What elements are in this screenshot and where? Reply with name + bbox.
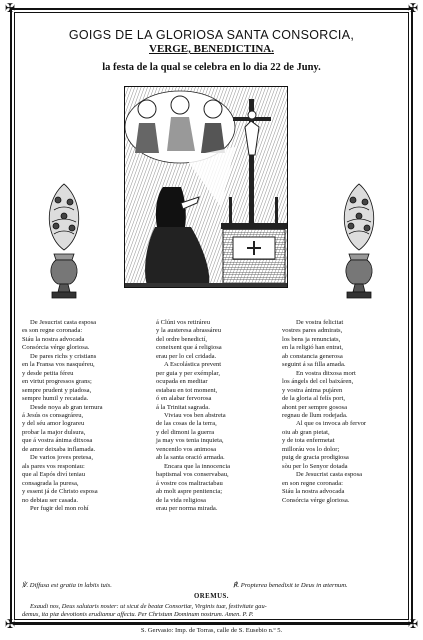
verse-line: los bens ja renunciats, <box>282 335 341 343</box>
verse-line: A Escolástica prevent <box>164 361 222 369</box>
verse-line: á la Trinitat sagrada. <box>156 403 210 411</box>
verse-line: y vostra ánima pujáren <box>282 386 343 394</box>
closing-prayer <box>22 603 402 620</box>
footer-divider <box>14 624 409 625</box>
verse-line: y del dimoni la guerra <box>156 428 215 436</box>
verse-line: es son regne coronada: <box>22 327 83 335</box>
verse-line: milloráu vos lo dolor; <box>282 445 340 453</box>
corner-ornament-icon: ✠ <box>4 617 16 631</box>
verse-line: Consórcia vérge gloriosa. <box>282 496 350 504</box>
verse-line: probar la major dulsura, <box>22 428 86 436</box>
verse-line: y de tota enfermetat <box>282 437 335 445</box>
verse-line: erau per norma mirada. <box>156 504 218 512</box>
verse-line: del ordre benedictí, <box>156 335 208 343</box>
verse-line: sempre humil y recatada. <box>22 395 89 403</box>
corner-ornament-icon: ✠ <box>407 1 419 15</box>
corner-ornament-icon: ✠ <box>407 617 419 631</box>
verse-line: erau per lo cel cridada. <box>156 352 217 360</box>
verse-line: ahont per sempre gososa <box>282 403 348 411</box>
page-subtitle: VERGE, BENEDICTINA. <box>149 43 274 55</box>
page-title: GOIGS DE LA GLORIOSA SANTA CONSORCIA, <box>68 28 355 42</box>
verse-line: que á vostra ánima ditxosa <box>22 437 93 445</box>
verse-line: vostres pares admirats, <box>282 327 343 335</box>
verse-line: estabau en tot moment, <box>156 386 218 394</box>
verse-line: que al Espós diví teniau <box>22 471 85 479</box>
verse-column-3 <box>282 319 407 505</box>
verse-line: baptismal vos conservabau, <box>156 471 229 479</box>
verse-line: á vostre cos maltractabau <box>156 479 223 487</box>
verse-line: Siáu la nostra advocada <box>22 335 85 343</box>
verse-line: per guia y per exémplar, <box>156 369 220 377</box>
verse-line: no debiau ser casada. <box>22 496 79 504</box>
verse-line: ab constancia generosa <box>282 352 343 360</box>
verse-line: y la austeresa abrassáreu <box>156 327 221 335</box>
verse-line: ocupada en meditar <box>156 378 208 386</box>
verse-line: ja may vos tenia inquieta, <box>156 437 224 445</box>
hymn-verses <box>20 319 405 519</box>
verse-line: als pares vos responiau: <box>22 462 85 470</box>
verse-line: De vostra felicitat <box>296 319 344 326</box>
verse-line: seguint á sa filla amada. <box>282 361 346 369</box>
verse-line: Per fugir del mon rohí <box>30 504 89 512</box>
verse-line: ó en alabar fervorosa <box>156 395 212 403</box>
corner-ornament-icon: ✠ <box>4 1 16 15</box>
verse-line: sòu per lo Senyor dotada <box>282 462 348 470</box>
verse-line: y essent já de Christo esposa <box>22 488 98 496</box>
prayer-line: demus, ita piæ devotionis erudiamur affectu. Per Christum Dominum nostrum. Amen. P. P. <box>22 611 254 619</box>
verse-line: En vostra ditxosa mort <box>296 369 356 377</box>
verse-line: De varios joves pretesa, <box>30 454 93 462</box>
verse-line: Siáu la nostra advocada <box>282 488 345 496</box>
versicle: ℣. Diffusa est gratia in labiis tuis. <box>22 582 112 589</box>
verse-line: á Clúni vos retiráreu <box>156 319 211 326</box>
saint-engraving <box>124 86 288 288</box>
verse-line: á Jesús os consagráreu, <box>22 411 84 419</box>
verse-line: y del séu amor lograreu <box>22 420 85 428</box>
verse-line: de la vida religiosa <box>156 496 206 504</box>
flower-vase-left-icon <box>42 180 86 308</box>
verse-line: coneixent que á religiosa <box>156 344 222 352</box>
verse-line: vencentlo vos animosa <box>156 445 217 453</box>
verse-line: Encara que la innocencia <box>164 462 231 470</box>
verse-line: Viviau vos ben abstreta <box>164 411 226 419</box>
verse-column-2 <box>156 319 286 513</box>
verse-line: en la Fransa vos nasquéreu, <box>22 361 95 369</box>
verse-line: ab la santa oració armada. <box>156 454 225 462</box>
verse-line: de las cosas de la terra, <box>156 420 217 428</box>
printer-imprint: S. Gervasio: Imp. de Torras, calle de S. Eusebio n.º 5. <box>140 627 283 634</box>
verse-line: De pares richs y cristians <box>30 352 97 360</box>
oremus-heading: OREMUS. <box>193 593 230 600</box>
flower-vase-right-icon <box>337 180 381 308</box>
verse-line: consagrada la puresa, <box>22 479 79 487</box>
verse-line: puig de gracia prodigiosa <box>282 454 349 462</box>
verse-line: De Jesucrist casta esposa <box>30 319 97 326</box>
verse-line: sempre prudent y piadosa, <box>22 386 92 394</box>
verse-line: de la gloria al felís port, <box>282 395 345 403</box>
verse-line: De Jesucrist casta esposa <box>296 471 363 479</box>
verse-line: en son regne coronada: <box>282 479 343 487</box>
verse-line: Consórcia vérge gloriosa. <box>22 344 90 352</box>
verse-line: Al que os invoca ab fervor <box>296 420 367 428</box>
verse-line: oiu ab gran pietat, <box>282 428 330 436</box>
verse-line: y desde petita féreu <box>22 369 74 377</box>
verse-line: ab molt aspre penitencia; <box>156 488 223 496</box>
verse-column-1 <box>22 319 152 513</box>
prayer-line: Exaudi nos, Deus salutaris noster: ut sicut de beatæ Consortiæ, Virginis tuæ, festivitate gau- <box>30 603 267 610</box>
verse-line: Desde noya ab gran ternura <box>30 403 103 411</box>
response: ℟. Propterea benedixit te Deus in æternum. <box>233 582 348 589</box>
feast-day-line: la festa de la qual se celebra en lo dia 22 de Juny. <box>102 62 321 73</box>
verse-line: regnau de llum rodejada. <box>282 411 348 419</box>
verse-line: de amor deixaba inflamada. <box>22 445 96 453</box>
verse-line: en virtut progressos grans; <box>22 378 92 386</box>
verse-line: en la religió han entrat, <box>282 344 343 352</box>
verse-line: los ángels del cel baixáren, <box>282 378 354 386</box>
